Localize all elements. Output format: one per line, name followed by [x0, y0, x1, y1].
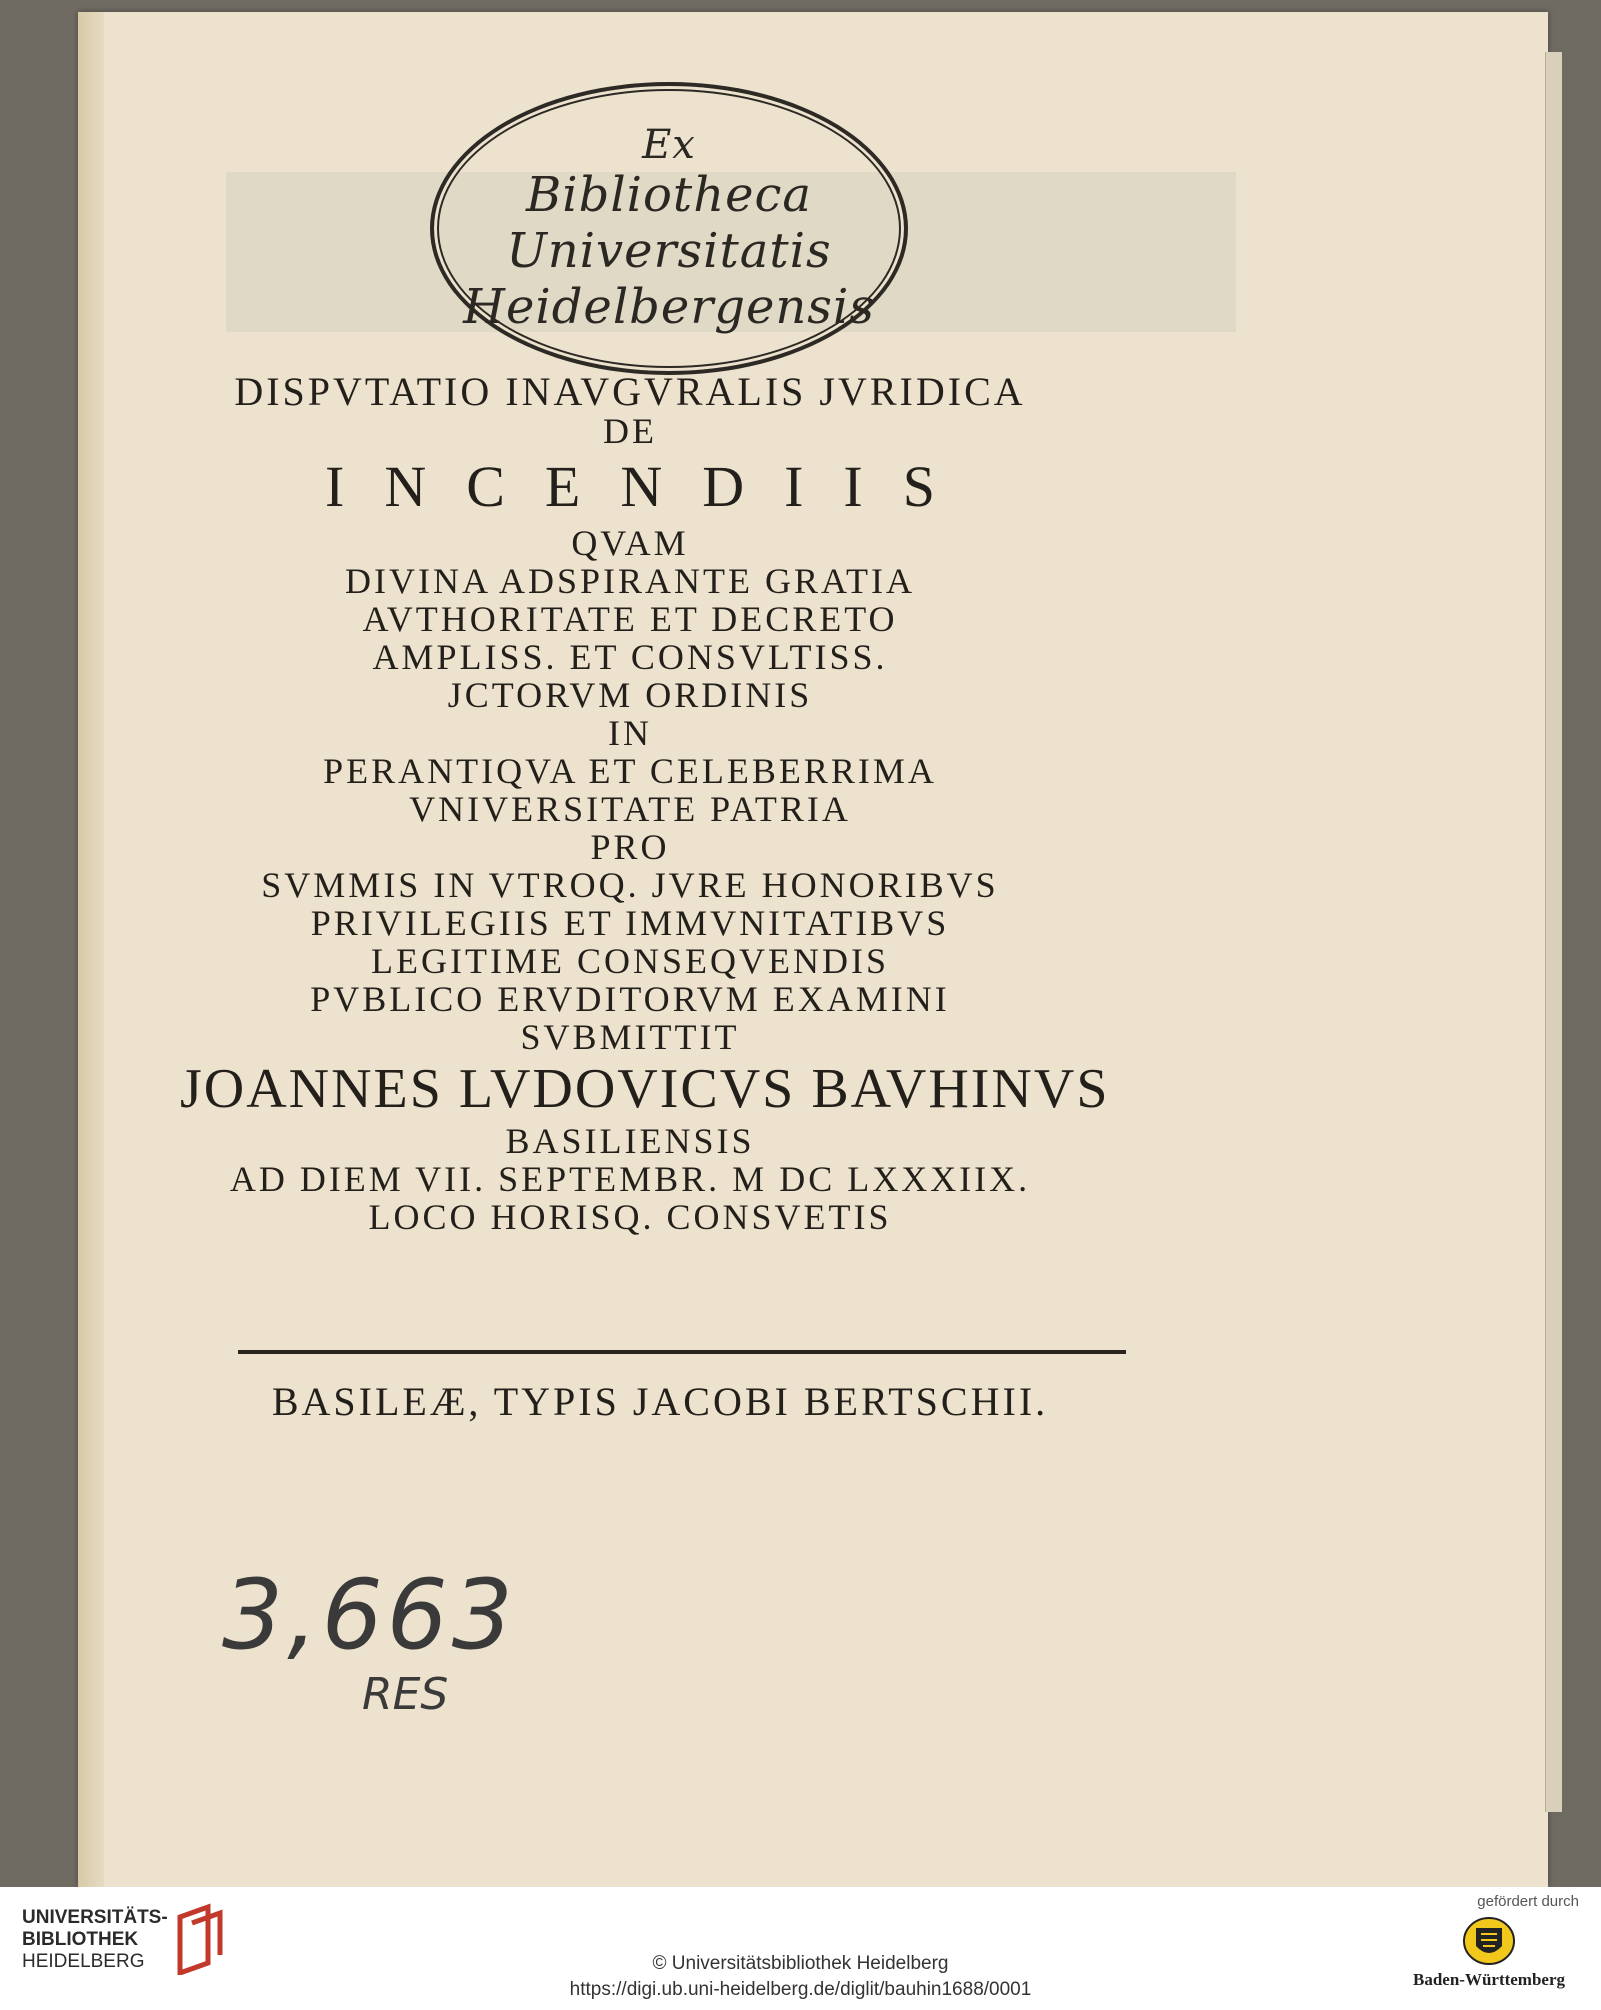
shelfmark-number: 3,663 [222, 1559, 517, 1671]
stamp-line: Universitatis [506, 222, 832, 279]
logo-line: HEIDELBERG [22, 1951, 145, 1972]
permalink[interactable]: https://digi.ub.uni-heidelberg.de/diglit/bauhin1688/0001 [569, 1979, 1032, 2000]
title-line: JCTORVM ORDINIS [447, 675, 813, 715]
title-line: AMPLISS. ET CONSVLTISS. [372, 637, 888, 677]
title-line: AVTHORITATE ET DECRETO [362, 599, 898, 639]
horizontal-rule [238, 1350, 1126, 1354]
title-line: LOCO HORISQ. CONSVETIS [368, 1197, 892, 1237]
title-line: DE [603, 411, 657, 451]
stamp-line: Heidelbergensis [463, 278, 875, 335]
title-line: AD DIEM VII. SEPTEMBR. M DC LXXXIIX. [229, 1159, 1031, 1199]
title-page-text [180, 369, 1110, 1237]
title-line: PRIVILEGIIS ET IMMVNITATIBVS [310, 903, 950, 943]
page-edge [78, 12, 104, 1887]
page-stack-edge [1545, 52, 1562, 1812]
title-line: IN [608, 713, 652, 753]
title-line: DIVINA ADSPIRANTE GRATIA [344, 561, 915, 601]
funder-name: Baden-Württemberg [1412, 1970, 1566, 1989]
author-name: JOANNES LVDOVICVS BAVHINVS [180, 1058, 1110, 1120]
main-title: INCENDIIS [325, 454, 975, 519]
title-line: LEGITIME CONSEQVENDIS [371, 941, 889, 981]
logo-line: UNIVERSITÄTS- [22, 1907, 168, 1928]
handwritten-shelfmark [222, 1560, 517, 1720]
shelfmark-suffix: RES [362, 1669, 449, 1720]
title-line: DISPVTATIO INAVGVRALIS JVRIDICA [234, 369, 1026, 414]
title-line: BASILIENSIS [505, 1121, 755, 1161]
title-line: VNIVERSITATE PATRIA [409, 789, 851, 829]
funded-by-label: gefördert durch [1477, 1893, 1579, 1910]
logo-line: BIBLIOTHEK [22, 1929, 139, 1950]
state-crest-icon [1462, 1916, 1516, 1966]
copyright-text: © Universitätsbibliothek Heidelberg [652, 1953, 949, 1974]
title-line: QVAM [571, 523, 689, 563]
title-line: PERANTIQVA ET CELEBERRIMA [323, 751, 937, 791]
stamp-line: Bibliotheca [525, 166, 813, 223]
title-line: PRO [590, 827, 670, 867]
library-stamp [430, 82, 908, 375]
funder-block [1399, 1893, 1579, 1990]
title-line: SVMMIS IN VTROQ. JVRE HONORIBVS [261, 865, 999, 905]
stamp-line: Ex [642, 121, 696, 168]
imprint-line: BASILEÆ, TYPIS JACOBI BERTSCHII. [271, 1379, 1049, 1424]
viewer-footer [0, 1887, 1601, 2010]
title-line: SVBMITTIT [520, 1017, 740, 1057]
title-line: PVBLICO ERVDITORVM EXAMINI [310, 979, 950, 1019]
